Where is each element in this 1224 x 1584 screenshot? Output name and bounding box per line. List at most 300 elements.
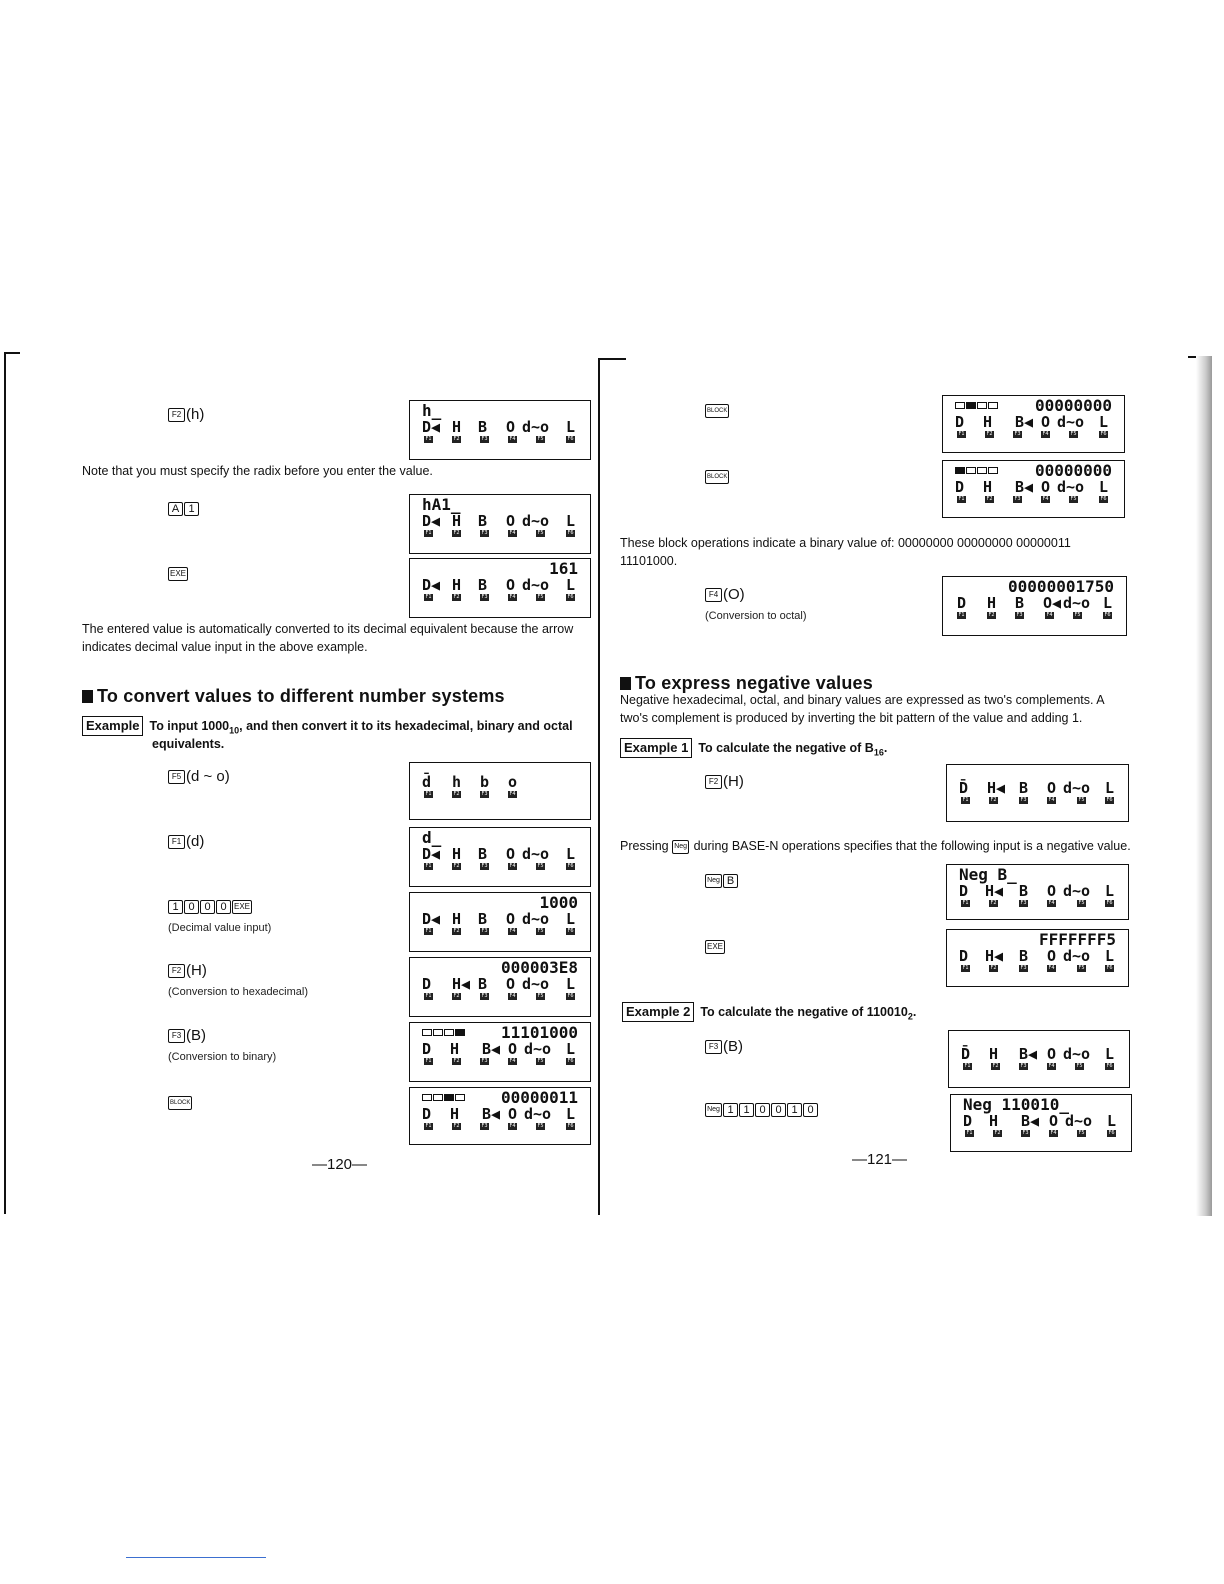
block-indicator bbox=[422, 1024, 466, 1041]
step-f2-hex bbox=[168, 962, 308, 1001]
example-text-end: . bbox=[883, 741, 888, 755]
example-line-2: equivalents. bbox=[152, 737, 225, 751]
fkey-f3: F3 bbox=[481, 863, 488, 869]
mode-o: O bbox=[508, 1105, 518, 1123]
mode-b: B◀ bbox=[1015, 413, 1034, 431]
exe-key[interactable]: EXE bbox=[232, 900, 252, 914]
mode-l: L bbox=[1103, 594, 1113, 612]
left-step-a1 bbox=[168, 500, 200, 518]
digit-1-key[interactable]: 1 bbox=[723, 1103, 738, 1117]
fkey-f1: F1 bbox=[958, 431, 965, 437]
example-1-line bbox=[620, 738, 887, 762]
example-subscript: 16 bbox=[873, 747, 884, 758]
lcd-fkey-row bbox=[947, 964, 1128, 974]
mode-o: O bbox=[506, 576, 516, 594]
section-heading-convert bbox=[82, 686, 505, 707]
fkey-f4: F4 bbox=[1048, 1063, 1055, 1069]
example-text: To calculate the negative of 110010 bbox=[700, 1005, 908, 1019]
left-margin-mark bbox=[4, 352, 6, 1214]
fkey-f4: F4 bbox=[509, 1123, 516, 1129]
lcd-fkey-row bbox=[943, 611, 1126, 621]
f3-key[interactable]: F3 bbox=[168, 1029, 185, 1043]
mode-d-o: d~o bbox=[524, 1040, 552, 1058]
mode-d: D◀ bbox=[422, 910, 441, 928]
neg-key[interactable]: Neg bbox=[672, 840, 689, 854]
mode-h: H◀ bbox=[452, 975, 471, 993]
mode-d: D bbox=[959, 882, 969, 900]
mode-o: O bbox=[506, 512, 516, 530]
fkey-f4: F4 bbox=[509, 594, 516, 600]
mode-b: B◀ bbox=[482, 1040, 501, 1058]
fkey-f4: F4 bbox=[1042, 496, 1049, 502]
fkey-f3: F3 bbox=[481, 1123, 488, 1129]
block-key[interactable]: BLOCK bbox=[705, 470, 729, 484]
mode-o: O bbox=[1047, 779, 1057, 797]
digit-1-key[interactable]: 1 bbox=[739, 1103, 754, 1117]
fkey-f4: F4 bbox=[509, 436, 516, 442]
fkey-f2: F2 bbox=[453, 594, 460, 600]
fkey-f1: F1 bbox=[962, 965, 969, 971]
fkey-f1: F1 bbox=[425, 436, 432, 442]
fkey-f3: F3 bbox=[1020, 965, 1027, 971]
mode-l: L bbox=[1099, 478, 1109, 496]
fkey-f3: F3 bbox=[1014, 496, 1021, 502]
mode-d-o: d~o bbox=[522, 910, 550, 928]
lcd-display bbox=[409, 892, 591, 952]
step-note: (Conversion to hexadecimal) bbox=[168, 986, 309, 998]
lcd-line-1: 1000 bbox=[539, 893, 578, 912]
key-suffix: (O) bbox=[723, 586, 745, 603]
mode-h: H◀ bbox=[985, 882, 1004, 900]
mode-d: D◀ bbox=[422, 418, 441, 436]
example-label: Example 1 bbox=[620, 738, 692, 758]
lcd-fkey-row bbox=[951, 1129, 1131, 1139]
page-number-right: —121— bbox=[852, 1151, 908, 1168]
fkey-f3: F3 bbox=[481, 1058, 488, 1064]
center-gutter-line bbox=[598, 360, 600, 1215]
mode-o: O bbox=[1041, 413, 1051, 431]
mode-d-o: d~o bbox=[1057, 413, 1085, 431]
mode-b: B◀ bbox=[1021, 1112, 1040, 1130]
fkey-f2: F2 bbox=[994, 1130, 1001, 1136]
fkey-f5: F5 bbox=[1078, 965, 1085, 971]
mode-d: D bbox=[959, 947, 969, 965]
fkey-f3: F3 bbox=[481, 436, 488, 442]
fkey-f3: F3 bbox=[481, 791, 488, 797]
fkey-f5: F5 bbox=[1076, 1063, 1083, 1069]
f2-key[interactable]: F2 bbox=[168, 964, 185, 978]
fkey-f4: F4 bbox=[509, 1058, 516, 1064]
bottom-link-line bbox=[126, 1557, 266, 1558]
mode-b: B◀ bbox=[482, 1105, 501, 1123]
page-number-left: —120— bbox=[312, 1156, 368, 1173]
mode-b: B bbox=[1019, 779, 1029, 797]
fkey-f5: F5 bbox=[537, 436, 544, 442]
fkey-f5: F5 bbox=[1078, 900, 1085, 906]
fkey-f6: F6 bbox=[567, 436, 574, 442]
key-suffix: (B) bbox=[723, 1038, 743, 1055]
fkey-f1: F1 bbox=[962, 797, 969, 803]
step-f3-bin bbox=[168, 1027, 276, 1066]
f1-key[interactable]: F1 bbox=[168, 835, 185, 849]
step-neg-110010 bbox=[705, 1101, 819, 1119]
mode-l: L bbox=[566, 1105, 576, 1123]
block-key[interactable]: BLOCK bbox=[168, 1096, 192, 1110]
fkey-f3: F3 bbox=[481, 928, 488, 934]
lcd-display bbox=[409, 1022, 591, 1082]
lcd-fkey-row bbox=[410, 593, 590, 603]
lcd-display bbox=[409, 558, 591, 618]
fkey-f1: F1 bbox=[425, 993, 432, 999]
lcd-display bbox=[409, 1087, 591, 1145]
fkey-f3: F3 bbox=[481, 530, 488, 536]
fkey-f6: F6 bbox=[567, 1123, 574, 1129]
lcd-fkey-row bbox=[410, 1122, 590, 1132]
mode-d: D◀ bbox=[422, 512, 441, 530]
lcd-line-1 bbox=[943, 461, 1124, 479]
lcd-fkey-row bbox=[410, 862, 590, 872]
left-step-exe bbox=[168, 565, 189, 583]
lcd-fkey-row bbox=[947, 796, 1128, 806]
fkey-f5: F5 bbox=[537, 928, 544, 934]
lcd-fkey-row bbox=[949, 1062, 1129, 1072]
fkey-f5: F5 bbox=[537, 530, 544, 536]
paragraph-twos-complement: Negative hexadecimal, octal, and binary values are expressed as two's complements. A two's complement is produced by inverting the bit pattern of the value and adding 1. bbox=[620, 693, 1104, 725]
fkey-f6: F6 bbox=[567, 863, 574, 869]
lcd-mode-line bbox=[410, 976, 590, 992]
fkey-f6: F6 bbox=[567, 530, 574, 536]
example-text: To input 1000 bbox=[149, 719, 230, 733]
lcd-display bbox=[409, 827, 591, 887]
fkey-f5: F5 bbox=[1074, 612, 1081, 618]
fkey-f6: F6 bbox=[1100, 496, 1107, 502]
mode-b: B bbox=[1015, 594, 1025, 612]
lcd-mode-line bbox=[947, 883, 1128, 899]
fkey-f5: F5 bbox=[537, 1058, 544, 1064]
step-block-1 bbox=[705, 402, 730, 420]
fkey-f4: F4 bbox=[509, 530, 516, 536]
f3-key[interactable]: F3 bbox=[705, 1040, 722, 1054]
fkey-f5: F5 bbox=[1070, 496, 1077, 502]
mode-h: H◀ bbox=[987, 779, 1006, 797]
fkey-f6: F6 bbox=[1106, 1063, 1113, 1069]
center-corner-mark bbox=[598, 358, 626, 360]
menu-h: h bbox=[452, 773, 462, 791]
mode-d: D̄ bbox=[959, 779, 969, 797]
lcd-line-1 bbox=[943, 396, 1124, 414]
lcd-mode-line bbox=[410, 419, 590, 435]
mode-h: H bbox=[983, 413, 993, 431]
lcd-mode-line bbox=[949, 1046, 1129, 1062]
lcd-fkey-row bbox=[410, 790, 590, 800]
paragraph-block-value: These block operations indicate a binary value of: 00000000 00000000 00000011 11101000. bbox=[620, 536, 1071, 568]
lcd-display bbox=[942, 576, 1127, 636]
fkey-f5: F5 bbox=[537, 863, 544, 869]
fkey-f1: F1 bbox=[964, 1063, 971, 1069]
mode-l: L bbox=[566, 576, 576, 594]
mode-h: H bbox=[983, 478, 993, 496]
lcd-line-1 bbox=[410, 1088, 590, 1106]
fkey-f5: F5 bbox=[537, 594, 544, 600]
fkey-f4: F4 bbox=[1042, 431, 1049, 437]
mode-h: H bbox=[452, 512, 462, 530]
lcd-mode-line bbox=[943, 414, 1124, 430]
lcd-mode-line bbox=[410, 577, 590, 593]
lcd-fkey-row bbox=[943, 495, 1124, 505]
example-subscript: 10 bbox=[229, 725, 240, 736]
mode-d-o: d~o bbox=[522, 975, 550, 993]
menu-b: b bbox=[480, 773, 490, 791]
mode-l: L bbox=[566, 910, 576, 928]
pressing-text: Pressing bbox=[620, 839, 669, 853]
mode-d-o: d~o bbox=[1063, 779, 1091, 797]
mode-b: B bbox=[478, 576, 488, 594]
step-note: (Conversion to octal) bbox=[705, 610, 807, 622]
mode-d-o: d~o bbox=[1057, 478, 1085, 496]
a-key[interactable]: A bbox=[168, 502, 183, 516]
fkey-f4: F4 bbox=[1048, 900, 1055, 906]
mode-h: H bbox=[452, 418, 462, 436]
key-suffix: (B) bbox=[186, 1027, 206, 1044]
mode-b: B bbox=[478, 975, 488, 993]
digit-0-key[interactable]: 0 bbox=[200, 900, 215, 914]
fkey-f6: F6 bbox=[567, 993, 574, 999]
fkey-f4: F4 bbox=[1048, 797, 1055, 803]
mode-h: H bbox=[989, 1045, 999, 1063]
mode-d: D bbox=[957, 594, 967, 612]
fkey-f1: F1 bbox=[425, 863, 432, 869]
fkey-f4: F4 bbox=[509, 993, 516, 999]
fkey-f4: F4 bbox=[509, 791, 516, 797]
example-2-line bbox=[622, 1002, 916, 1026]
lcd-line-1: d_ bbox=[422, 828, 442, 847]
lcd-mode-line bbox=[943, 479, 1124, 495]
block-indicator bbox=[955, 397, 999, 414]
left-step-f2h bbox=[168, 406, 204, 424]
paragraph-auto-convert: The entered value is automatically converted to its decimal equivalent because the arrow indicates decimal value input in the above example. bbox=[82, 622, 574, 654]
exe-key[interactable]: EXE bbox=[705, 940, 725, 954]
lcd-line-1: h_ bbox=[422, 401, 442, 420]
lcd-mode-line bbox=[410, 911, 590, 927]
paragraph-pressing-neg bbox=[620, 837, 1132, 855]
fkey-f3: F3 bbox=[1020, 900, 1027, 906]
digit-0-key[interactable]: 0 bbox=[771, 1103, 786, 1117]
mode-o: O bbox=[506, 910, 516, 928]
f2-key[interactable]: F2 bbox=[705, 775, 722, 789]
mode-d: D bbox=[955, 478, 965, 496]
fkey-f6: F6 bbox=[1104, 612, 1111, 618]
mode-d-o: d~o bbox=[522, 576, 550, 594]
mode-h: H bbox=[450, 1105, 460, 1123]
lcd-display bbox=[409, 400, 591, 460]
mode-o: O bbox=[1049, 1112, 1059, 1130]
fkey-f3: F3 bbox=[1016, 612, 1023, 618]
fkey-f2: F2 bbox=[990, 797, 997, 803]
step-f3-b bbox=[705, 1038, 743, 1056]
mode-o: O bbox=[508, 1040, 518, 1058]
mode-l: L bbox=[566, 418, 576, 436]
f2-key[interactable]: F2 bbox=[168, 408, 185, 422]
lcd-line-1: Neg 110010_ bbox=[963, 1095, 1069, 1114]
heading-bullet bbox=[82, 690, 93, 703]
left-corner-mark bbox=[4, 352, 20, 354]
lcd-line-1: FFFFFFF5 bbox=[1038, 930, 1116, 949]
mode-b: B bbox=[478, 418, 488, 436]
mode-d-o: d~o bbox=[1065, 1112, 1093, 1130]
mode-d-o: d~o bbox=[522, 418, 550, 436]
block-key[interactable]: BLOCK bbox=[705, 404, 729, 418]
lcd-fkey-row bbox=[947, 899, 1128, 909]
digit-1-key[interactable]: 1 bbox=[168, 900, 183, 914]
fkey-f2: F2 bbox=[990, 965, 997, 971]
fkey-f1: F1 bbox=[425, 530, 432, 536]
step-neg-b bbox=[705, 872, 739, 890]
lcd-mode-line bbox=[410, 846, 590, 862]
key-suffix: (h) bbox=[186, 406, 205, 423]
mode-o: O bbox=[506, 845, 516, 863]
fkey-f2: F2 bbox=[990, 900, 997, 906]
fkey-f6: F6 bbox=[1100, 431, 1107, 437]
block-indicator bbox=[422, 1089, 466, 1106]
mode-b: B bbox=[478, 845, 488, 863]
fkey-f6: F6 bbox=[1106, 797, 1113, 803]
mode-d-o: d~o bbox=[1063, 947, 1091, 965]
mode-l: L bbox=[1105, 1045, 1115, 1063]
step-note: (Conversion to binary) bbox=[168, 1051, 277, 1063]
fkey-f2: F2 bbox=[453, 791, 460, 797]
example-label: Example 2 bbox=[622, 1002, 694, 1022]
lcd-mode-line bbox=[947, 780, 1128, 796]
lcd-display bbox=[948, 1030, 1130, 1088]
digit-1-key[interactable]: 1 bbox=[787, 1103, 802, 1117]
lcd-display bbox=[942, 460, 1125, 518]
b-key[interactable]: B bbox=[723, 874, 738, 888]
neg-key[interactable]: Neg bbox=[705, 1103, 722, 1117]
exe-key[interactable]: EXE bbox=[168, 567, 188, 581]
mode-b: B◀ bbox=[1015, 478, 1034, 496]
lcd-display bbox=[946, 929, 1129, 987]
step-1000-exe bbox=[168, 898, 271, 937]
mode-h: H bbox=[987, 594, 997, 612]
mode-l: L bbox=[566, 1040, 576, 1058]
fkey-f2: F2 bbox=[453, 863, 460, 869]
mode-o: O bbox=[1047, 947, 1057, 965]
block-indicator bbox=[955, 462, 999, 479]
fkey-f2: F2 bbox=[453, 1123, 460, 1129]
heading-text: To convert values to different number systems bbox=[97, 686, 505, 706]
lcd-fkey-row bbox=[410, 992, 590, 1002]
mode-b: B bbox=[1019, 947, 1029, 965]
mode-d-o: d~o bbox=[522, 845, 550, 863]
mode-h: H bbox=[452, 576, 462, 594]
fkey-f4: F4 bbox=[1046, 612, 1053, 618]
lcd-value: 00000000 bbox=[1034, 461, 1112, 480]
fkey-f6: F6 bbox=[1106, 900, 1113, 906]
lcd-line-1: 00000001750 bbox=[1008, 577, 1114, 596]
fkey-f1: F1 bbox=[958, 612, 965, 618]
lcd-display bbox=[409, 957, 591, 1017]
digit-0-key[interactable]: 0 bbox=[755, 1103, 770, 1117]
mode-d-o: d~o bbox=[524, 1105, 552, 1123]
f5-key[interactable]: F5 bbox=[168, 770, 185, 784]
lcd-display bbox=[946, 864, 1129, 920]
lcd-mode-line bbox=[943, 595, 1126, 611]
lcd-fkey-row bbox=[410, 1057, 590, 1067]
lcd-display bbox=[409, 494, 591, 554]
fkey-f2: F2 bbox=[453, 436, 460, 442]
fkey-f1: F1 bbox=[425, 928, 432, 934]
fkey-f2: F2 bbox=[453, 1058, 460, 1064]
digit-0-key[interactable]: 0 bbox=[803, 1103, 818, 1117]
mode-d-o: d~o bbox=[1063, 882, 1091, 900]
lcd-fkey-row bbox=[410, 529, 590, 539]
lcd-display bbox=[942, 395, 1125, 453]
mode-h: H bbox=[452, 845, 462, 863]
lcd-display bbox=[946, 764, 1129, 822]
example-text-end: . bbox=[912, 1005, 917, 1019]
lcd-line-1: 161 bbox=[549, 559, 578, 578]
lcd-mode-line bbox=[410, 1041, 590, 1057]
mode-b: B◀ bbox=[1019, 1045, 1038, 1063]
fkey-f4: F4 bbox=[509, 863, 516, 869]
mode-l: L bbox=[566, 975, 576, 993]
key-suffix: (d ~ o) bbox=[186, 768, 230, 785]
fkey-f2: F2 bbox=[453, 928, 460, 934]
fkey-f1: F1 bbox=[425, 594, 432, 600]
right-edge-shadow bbox=[1196, 356, 1212, 1216]
fkey-f3: F3 bbox=[1014, 431, 1021, 437]
mode-b: B bbox=[478, 910, 488, 928]
step-f5 bbox=[168, 768, 230, 786]
fkey-f4: F4 bbox=[1050, 1130, 1057, 1136]
mode-l: L bbox=[566, 512, 576, 530]
mode-d: D◀ bbox=[422, 845, 441, 863]
fkey-f3: F3 bbox=[481, 993, 488, 999]
mode-h: H bbox=[450, 1040, 460, 1058]
digit-0-key[interactable]: 0 bbox=[184, 900, 199, 914]
heading-text: To express negative values bbox=[635, 673, 873, 693]
fkey-f4: F4 bbox=[509, 928, 516, 934]
lcd-menu-line bbox=[410, 774, 590, 790]
mode-l: L bbox=[566, 845, 576, 863]
mode-d-o: d~o bbox=[1063, 1045, 1091, 1063]
mode-b: B bbox=[1019, 882, 1029, 900]
one-key[interactable]: 1 bbox=[184, 502, 199, 516]
pressing-text-cont: during BASE-N operations specifies that the following input is a negative value. bbox=[693, 839, 1131, 853]
mode-d: D̄ bbox=[961, 1045, 971, 1063]
fkey-f6: F6 bbox=[1108, 1130, 1115, 1136]
mode-d: D bbox=[955, 413, 965, 431]
fkey-f4: F4 bbox=[1048, 965, 1055, 971]
mode-o: O bbox=[506, 975, 516, 993]
mode-h: H◀ bbox=[985, 947, 1004, 965]
lcd-display bbox=[409, 762, 591, 820]
heading-bullet bbox=[620, 677, 631, 690]
fkey-f2: F2 bbox=[986, 496, 993, 502]
mode-o: O bbox=[1047, 1045, 1057, 1063]
f4-key[interactable]: F4 bbox=[705, 588, 722, 602]
fkey-f3: F3 bbox=[1022, 1130, 1029, 1136]
step-note: (Decimal value input) bbox=[168, 922, 272, 934]
fkey-f1: F1 bbox=[962, 900, 969, 906]
digit-0-key[interactable]: 0 bbox=[216, 900, 231, 914]
mode-d-o: d~o bbox=[522, 512, 550, 530]
lcd-line-1 bbox=[410, 1023, 590, 1041]
mode-b: B bbox=[478, 512, 488, 530]
example-text: To calculate the negative of B bbox=[698, 741, 874, 755]
neg-key[interactable]: Neg bbox=[705, 874, 722, 888]
fkey-f1: F1 bbox=[966, 1130, 973, 1136]
